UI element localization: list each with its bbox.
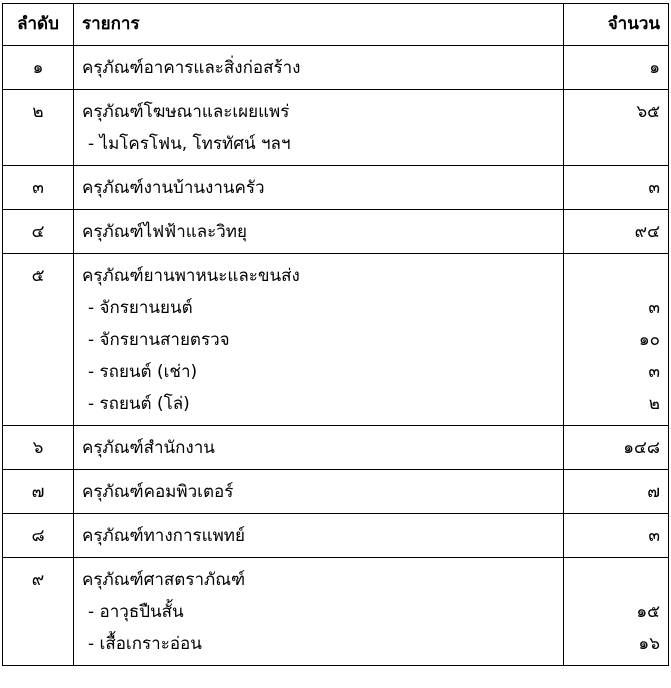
row-number: ๖ — [3, 426, 74, 470]
row-title: ครุภัณฑ์งานบ้านงานครัว — [82, 178, 265, 198]
table-row — [3, 46, 669, 90]
row-number: ๘ — [3, 514, 74, 558]
row-item — [74, 426, 564, 470]
table-row — [3, 470, 669, 514]
row-quantity — [564, 470, 669, 514]
row-item — [74, 210, 564, 254]
row-quantity — [564, 254, 669, 426]
sub-item-quantity: ๓ — [648, 298, 660, 318]
row-title: ครุภัณฑ์อาคารและสิ่งก่อสร้าง — [82, 58, 301, 78]
row-item — [74, 166, 564, 210]
row-number: ๕ — [3, 254, 74, 426]
row-number: ๙ — [3, 558, 74, 666]
header-item: รายการ — [74, 4, 564, 46]
sub-item: - รถยนต์ (เช่า) — [88, 362, 198, 382]
table-row — [3, 426, 669, 470]
table-row — [3, 558, 669, 666]
row-quantity — [564, 514, 669, 558]
header-order: ลำดับ — [3, 4, 74, 46]
sub-item: - ไมโครโฟน, โทรทัศน์ ฯลฯ — [88, 134, 291, 154]
row-quantity-value: ๗ — [647, 482, 660, 502]
sub-item: - จักรยานยนต์ — [88, 298, 193, 318]
row-quantity — [564, 426, 669, 470]
row-quantity-value — [572, 564, 660, 596]
table-body — [3, 46, 669, 666]
row-quantity — [564, 210, 669, 254]
row-number: ๑ — [3, 46, 74, 90]
row-title: ครุภัณฑ์ศาสตราภัณฑ์ — [82, 570, 246, 590]
table-row — [3, 90, 669, 166]
row-title: ครุภัณฑ์สำนักงาน — [82, 438, 215, 458]
row-item — [74, 470, 564, 514]
sub-item-quantity: ๑๐ — [638, 330, 660, 350]
inventory-table — [2, 3, 669, 666]
sub-item-quantity: ๓ — [648, 362, 660, 382]
row-quantity-value: ๓ — [648, 526, 660, 546]
sub-item-quantity: ๑๕ — [636, 602, 660, 622]
header-quantity: จำนวน — [564, 4, 669, 46]
row-item — [74, 90, 564, 166]
sub-item: - จักรยานสายตรวจ — [88, 330, 230, 350]
row-item — [74, 46, 564, 90]
row-title: ครุภัณฑ์ไฟฟ้าและวิทยุ — [82, 222, 247, 242]
sub-item-quantity: ๑๖ — [638, 634, 660, 654]
sub-item: - อาวุธปืนสั้น — [88, 602, 184, 622]
row-item — [74, 514, 564, 558]
row-title: ครุภัณฑ์ทางการแพทย์ — [82, 526, 245, 546]
table-row — [3, 210, 669, 254]
row-title: ครุภัณฑ์โฆษณาและเผยแพร่ — [82, 102, 290, 122]
row-quantity-value: ๑๔๘ — [623, 438, 660, 458]
sub-item-quantity — [572, 128, 660, 160]
row-quantity-value: ๙๔ — [634, 222, 660, 242]
row-quantity-value: ๑ — [649, 58, 660, 78]
row-item — [74, 558, 564, 666]
sub-item-quantity: ๒ — [648, 394, 660, 414]
table-row — [3, 254, 669, 426]
row-quantity-value — [572, 260, 660, 292]
sub-item: - เสื้อเกราะอ่อน — [88, 634, 202, 654]
row-number: ๔ — [3, 210, 74, 254]
row-quantity — [564, 166, 669, 210]
row-item — [74, 254, 564, 426]
row-quantity-value: ๓ — [648, 178, 660, 198]
row-number: ๓ — [3, 166, 74, 210]
sub-item: - รถยนต์ (โล่) — [88, 394, 190, 414]
table-row — [3, 166, 669, 210]
row-quantity — [564, 90, 669, 166]
row-quantity-value: ๖๕ — [636, 102, 660, 122]
row-title: ครุภัณฑ์ยานพาหนะและขนส่ง — [82, 266, 300, 286]
header-row — [3, 4, 669, 46]
table-row — [3, 514, 669, 558]
row-number: ๒ — [3, 90, 74, 166]
row-title: ครุภัณฑ์คอมพิวเตอร์ — [82, 482, 234, 502]
row-number: ๗ — [3, 470, 74, 514]
row-quantity — [564, 46, 669, 90]
row-quantity — [564, 558, 669, 666]
